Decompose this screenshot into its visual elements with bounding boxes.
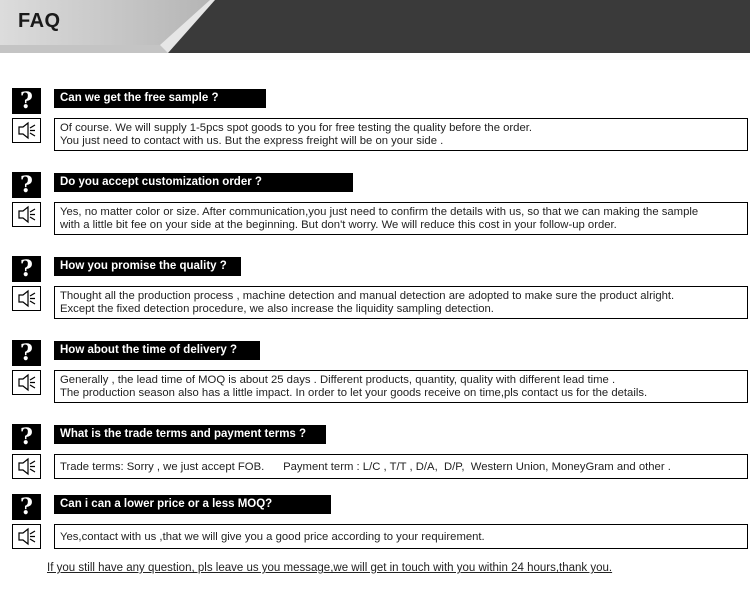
question-mark-icon: ? [12,340,41,366]
faq-question: Can i can a lower price or a less MOQ? [54,495,331,514]
faq-item [0,340,750,410]
answer-line: Thought all the production process , machine detection and manual detection are adopted to make sure the product alright. [60,290,675,302]
faq-item [0,88,750,158]
faq-item [0,494,750,564]
answer-line: Generally , the lead time of MOQ is about 25 days . Different products, quantity, quality with different lead time . [60,374,616,386]
answer-line: Of course. We will supply 1-5pcs spot goods to you for free testing the quality before the order. [60,122,533,134]
question-mark-icon: ? [12,172,41,198]
answer-line: Trade terms: Sorry , we just accept FOB. Payment term : L/C , T/T , D/A, D/P, Western Union, MoneyGram and other . [60,461,671,473]
faq-item [0,256,750,326]
faq-item [0,424,750,494]
faq-answer [54,202,748,235]
answer-line: Except the fixed detection procedure, we also increase the liquidity sampling detection. [60,303,494,315]
faq-item [0,172,750,242]
question-mark-icon: ? [12,88,41,114]
faq-answer [54,118,748,151]
speaker-icon [12,286,41,311]
faq-answer [54,370,748,403]
faq-answer [54,286,748,319]
question-mark-icon: ? [12,494,41,520]
answer-line: You just need to contact with us. But the express freight will be on your side . [60,135,444,147]
faq-question: Do you accept customization order ? [54,173,353,192]
speaker-icon [12,454,41,479]
faq-question: How about the time of delivery ? [54,341,260,360]
answer-line: Yes,contact with us ,that we will give you a good price according to your requirement. [60,531,485,543]
speaker-icon [12,524,41,549]
faq-question: What is the trade terms and payment terms ? [54,425,326,444]
footer-note: If you still have any question, pls leave us you message,we will get in touch with you within 24 hours,thank you. [47,562,613,574]
answer-line: The production season also has a little impact. In order to let your goods receive on time,pls contact us for the details. [60,387,648,399]
header-banner [0,0,750,53]
faq-answer [54,524,748,549]
faq-question: How you promise the quality ? [54,257,241,276]
speaker-icon [12,370,41,395]
answer-line: with a little bit fee on your side at the beginning. But don't worry. We will reduce this cost in your follow-up order. [60,219,617,231]
question-mark-icon: ? [12,256,41,282]
answer-line: Yes, no matter color or size. After communication,you just need to confirm the details with us, so that we can making the sample [60,206,699,218]
faq-question: Can we get the free sample ? [54,89,266,108]
speaker-icon [12,118,41,143]
question-mark-icon: ? [12,424,41,450]
faq-answer [54,454,748,479]
page-header [0,0,750,53]
speaker-icon [12,202,41,227]
page-title: FAQ [18,10,61,32]
